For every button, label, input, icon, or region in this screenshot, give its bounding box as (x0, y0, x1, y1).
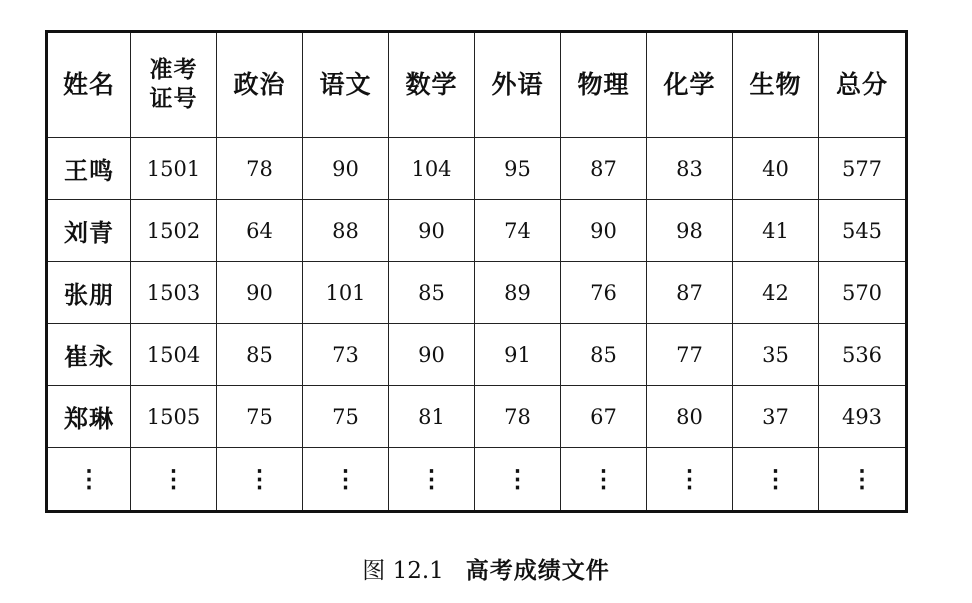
cell-chinese: 90 (303, 138, 389, 200)
cell-foreign-language: 89 (475, 262, 561, 324)
cell-total: 536 (819, 324, 907, 386)
cell-foreign-language: 95 (475, 138, 561, 200)
ellipsis-cell: ⋮ (475, 448, 561, 512)
header-physics: 物理 (561, 32, 647, 138)
cell-chinese: 88 (303, 200, 389, 262)
table-row (47, 200, 907, 262)
ellipsis-cell: ⋮ (819, 448, 907, 512)
cell-total: 570 (819, 262, 907, 324)
ellipsis-cell: ⋮ (217, 448, 303, 512)
cell-politics: 75 (217, 386, 303, 448)
header-chinese: 语文 (303, 32, 389, 138)
cell-physics: 76 (561, 262, 647, 324)
cell-exam-id: 1502 (131, 200, 217, 262)
cell-math: 90 (389, 200, 475, 262)
header-exam-id: 准考 证号 (131, 32, 217, 138)
cell-math: 81 (389, 386, 475, 448)
ellipsis-cell: ⋮ (647, 448, 733, 512)
cell-biology: 35 (733, 324, 819, 386)
header-name: 姓名 (47, 32, 131, 138)
figure-number: 图 12.1 (362, 558, 444, 584)
figure-caption (0, 552, 972, 585)
cell-exam-id: 1503 (131, 262, 217, 324)
cell-total: 577 (819, 138, 907, 200)
header-total: 总分 (819, 32, 907, 138)
cell-biology: 41 (733, 200, 819, 262)
cell-total: 493 (819, 386, 907, 448)
cell-physics: 67 (561, 386, 647, 448)
ellipsis-cell: ⋮ (733, 448, 819, 512)
cell-chemistry: 98 (647, 200, 733, 262)
cell-biology: 40 (733, 138, 819, 200)
table-row (47, 138, 907, 200)
cell-name: 张朋 (47, 262, 131, 324)
ellipsis-row (47, 448, 907, 512)
cell-foreign-language: 91 (475, 324, 561, 386)
header-foreign-language: 外语 (475, 32, 561, 138)
ellipsis-cell: ⋮ (561, 448, 647, 512)
cell-physics: 90 (561, 200, 647, 262)
cell-physics: 85 (561, 324, 647, 386)
table-row (47, 386, 907, 448)
cell-biology: 37 (733, 386, 819, 448)
table-row (47, 324, 907, 386)
header-chemistry: 化学 (647, 32, 733, 138)
ellipsis-cell: ⋮ (47, 448, 131, 512)
cell-math: 85 (389, 262, 475, 324)
cell-exam-id: 1501 (131, 138, 217, 200)
ellipsis-cell: ⋮ (389, 448, 475, 512)
score-table (45, 30, 908, 513)
cell-politics: 64 (217, 200, 303, 262)
header-politics: 政治 (217, 32, 303, 138)
ellipsis-cell: ⋮ (131, 448, 217, 512)
cell-name: 崔永 (47, 324, 131, 386)
cell-foreign-language: 74 (475, 200, 561, 262)
cell-politics: 85 (217, 324, 303, 386)
cell-exam-id: 1504 (131, 324, 217, 386)
cell-chinese: 73 (303, 324, 389, 386)
cell-politics: 90 (217, 262, 303, 324)
cell-total: 545 (819, 200, 907, 262)
figure-title: 高考成绩文件 (465, 558, 610, 584)
table-body (47, 138, 907, 512)
cell-chinese: 75 (303, 386, 389, 448)
cell-chemistry: 77 (647, 324, 733, 386)
cell-chemistry: 83 (647, 138, 733, 200)
cell-chemistry: 80 (647, 386, 733, 448)
cell-physics: 87 (561, 138, 647, 200)
table-row (47, 262, 907, 324)
cell-foreign-language: 78 (475, 386, 561, 448)
cell-math: 90 (389, 324, 475, 386)
cell-name: 刘青 (47, 200, 131, 262)
header-biology: 生物 (733, 32, 819, 138)
ellipsis-cell: ⋮ (303, 448, 389, 512)
cell-name: 王鸣 (47, 138, 131, 200)
cell-biology: 42 (733, 262, 819, 324)
header-row (47, 32, 907, 138)
cell-chinese: 101 (303, 262, 389, 324)
cell-politics: 78 (217, 138, 303, 200)
header-math: 数学 (389, 32, 475, 138)
cell-chemistry: 87 (647, 262, 733, 324)
cell-math: 104 (389, 138, 475, 200)
cell-exam-id: 1505 (131, 386, 217, 448)
cell-name: 郑琳 (47, 386, 131, 448)
